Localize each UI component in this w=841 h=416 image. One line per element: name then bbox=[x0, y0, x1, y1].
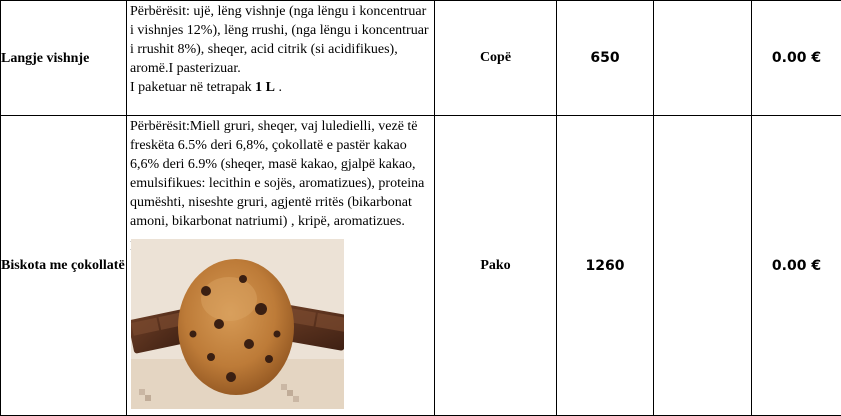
quantity-cell: 650 bbox=[557, 1, 654, 116]
package-volume: 1 L bbox=[255, 80, 275, 95]
package-suffix: . bbox=[275, 80, 282, 95]
price-cell: 0.00 € bbox=[752, 116, 841, 416]
price-cell: 0.00 € bbox=[752, 1, 841, 116]
table-row bbox=[1, 1, 841, 116]
description-text: Përbërësit: ujë, lëng vishnje (nga lëngu i koncentruar i vishnjes 12%), lëng rrushi, (nga lëngu i koncentruar i rrushit 8%), sheqer, acid citrik (si acidifikues), aromë.I pasterizuar. bbox=[130, 4, 429, 76]
table-row bbox=[1, 116, 841, 416]
product-description bbox=[127, 116, 435, 416]
product-description bbox=[127, 1, 435, 116]
description-text: Përbërësit:Miell gruri, sheqer, vaj luledielli, vezë të freskëta 6.5% deri 6,8%, çokollatë e pastër kakao 6,6% deri 6.9% (sheqer, masë kakao, gjalpë kakao, emulsifikues: lecithin e sojës, aromatizues), proteina qumështi, niseshte gruri, agjentë rritës (bikarbonat amoni, bikarbonat natriumi) , kripë, aromatizues. bbox=[130, 119, 425, 229]
cookie-illustration bbox=[131, 239, 344, 409]
empty-cell bbox=[654, 116, 752, 416]
product-name: Langje vishnje bbox=[1, 1, 127, 116]
product-name: Biskota me çokollatë bbox=[1, 116, 127, 416]
quantity-cell: 1260 bbox=[557, 116, 654, 416]
unit-cell: Pako bbox=[435, 116, 557, 416]
package-prefix: I paketuar në tetrapak bbox=[130, 80, 256, 95]
unit-cell: Copë bbox=[435, 1, 557, 116]
cookie-photo bbox=[131, 239, 344, 409]
empty-cell bbox=[654, 1, 752, 116]
